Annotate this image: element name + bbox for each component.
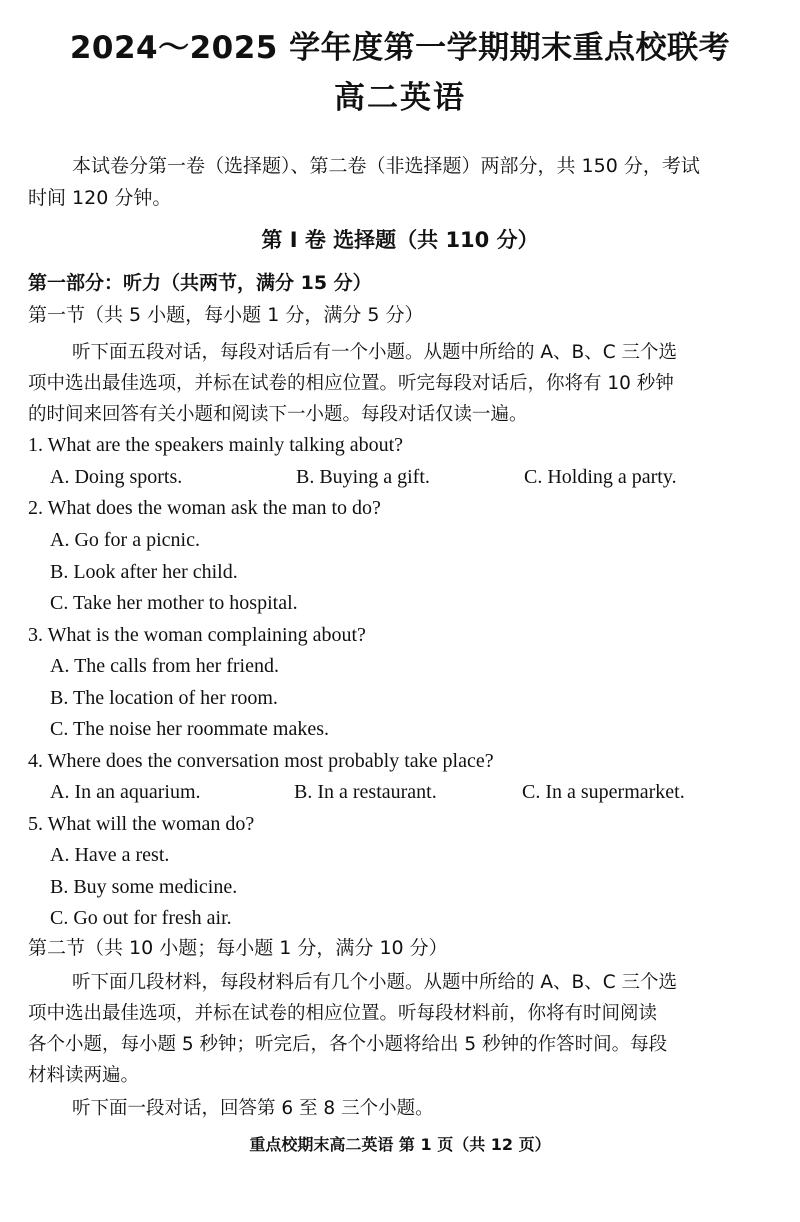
section-2-heading: 第二节（共 10 小题；每小题 1 分，满分 10 分） bbox=[28, 937, 448, 959]
question-4-option-c: C. In a supermarket. bbox=[522, 781, 685, 803]
question-4-option-b: B. In a restaurant. bbox=[294, 781, 437, 803]
intro-line-2: 时间 120 分钟。 bbox=[28, 187, 172, 209]
question-2-stem: 2. What does the woman ask the man to do? bbox=[28, 497, 381, 519]
question-1-option-b: B. Buying a gift. bbox=[296, 466, 430, 488]
section-2-instruction: 材料读两遍。 bbox=[28, 1065, 140, 1086]
question-1-option-c: C. Holding a party. bbox=[524, 466, 677, 488]
question-5-stem: 5. What will the woman do? bbox=[28, 813, 255, 835]
intro-line-1: 本试卷分第一卷（选择题）、第二卷（非选择题）两部分，共 150 分，考试 bbox=[72, 155, 700, 177]
section-1-instruction: 听下面五段对话，每段对话后有一个小题。从题中所给的 A、B、C 三个选 bbox=[72, 342, 678, 363]
section-2-instruction: 各个小题，每小题 5 秒钟；听完后，各个小题将给出 5 秒钟的作答时间。每段 bbox=[28, 1034, 668, 1055]
question-4-stem: 4. Where does the conversation most probably take place? bbox=[28, 750, 494, 772]
question-5-option-b: B. Buy some medicine. bbox=[50, 876, 238, 898]
question-3-option-b: B. The location of her room. bbox=[50, 687, 278, 709]
section-1-instruction: 项中选出最佳选项，并标在试卷的相应位置。听完每段对话后，你将有 10 秒钟 bbox=[28, 373, 674, 394]
question-5-option-c: C. Go out for fresh air. bbox=[50, 907, 232, 929]
page-footer: 重点校期末高二英语 第 1 页（共 12 页） bbox=[249, 1135, 551, 1154]
question-2-option-b: B. Look after her child. bbox=[50, 561, 238, 583]
exam-subject: 高二英语 bbox=[334, 80, 466, 116]
section-2-instruction: 听下面几段材料，每段材料后有几个小题。从题中所给的 A、B、C 三个选 bbox=[72, 972, 678, 993]
question-2-option-c: C. Take her mother to hospital. bbox=[50, 592, 298, 614]
question-3-stem: 3. What is the woman complaining about? bbox=[28, 624, 366, 646]
section-2-instruction: 项中选出最佳选项，并标在试卷的相应位置。听每段材料前，你将有时间阅读 bbox=[28, 1003, 658, 1024]
part-heading: 第一部分：听力（共两节，满分 15 分） bbox=[28, 272, 372, 294]
question-1-stem: 1. What are the speakers mainly talking about? bbox=[28, 434, 404, 456]
question-4-option-a: A. In an aquarium. bbox=[50, 781, 201, 803]
exam-title: 2024～2025 学年度第一学期期末重点校联考 bbox=[69, 30, 731, 66]
question-1-option-a: A. Doing sports. bbox=[50, 466, 183, 488]
question-5-option-a: A. Have a rest. bbox=[50, 844, 170, 866]
question-2-option-a: A. Go for a picnic. bbox=[50, 529, 200, 551]
question-3-option-c: C. The noise her roommate makes. bbox=[50, 718, 330, 740]
section-1-heading: 第一节（共 5 小题，每小题 1 分，满分 5 分） bbox=[28, 304, 424, 326]
question-3-option-a: A. The calls from her friend. bbox=[50, 655, 279, 677]
section-1-instruction: 的时间来回答有关小题和阅读下一小题。每段对话仅读一遍。 bbox=[28, 404, 528, 425]
volume-heading: 第 Ⅰ 卷 选择题（共 110 分） bbox=[261, 228, 539, 252]
section-2-lead: 听下面一段对话，回答第 6 至 8 三个小题。 bbox=[72, 1098, 434, 1119]
